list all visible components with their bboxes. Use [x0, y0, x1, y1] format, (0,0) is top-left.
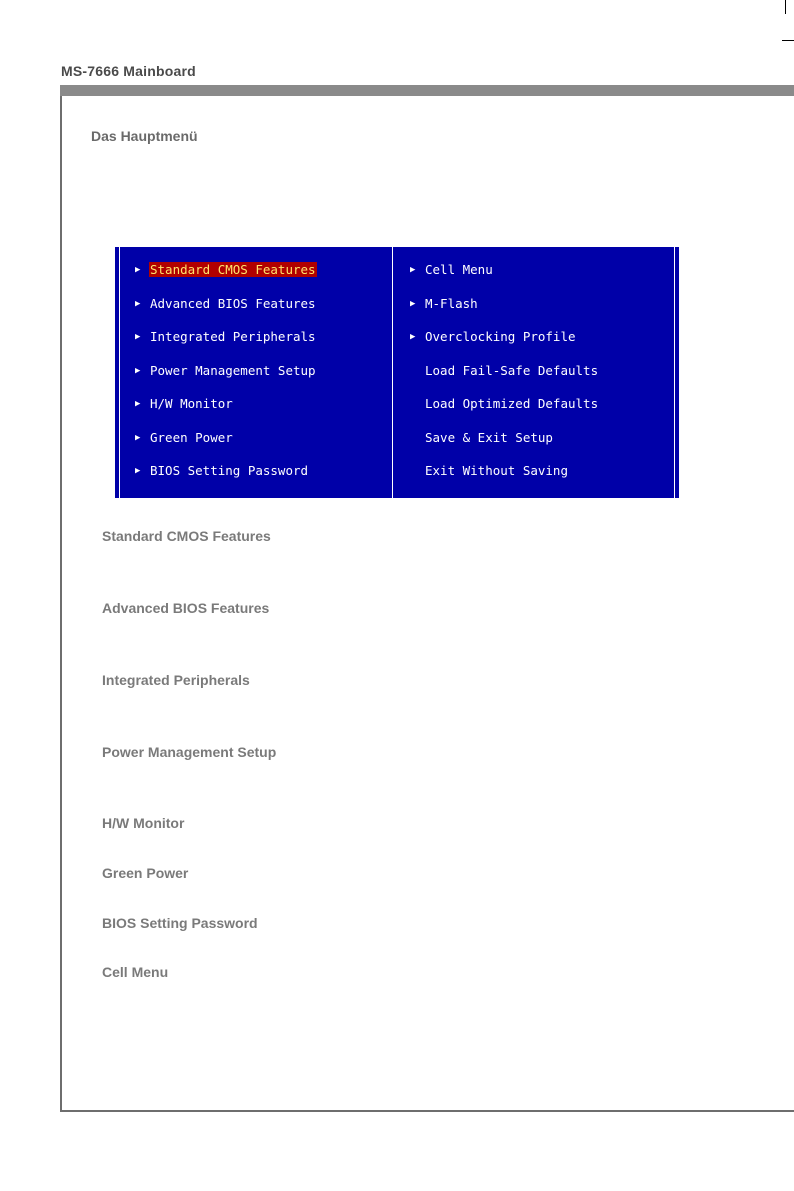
- bios-item-standard-cmos-features[interactable]: ▶ Standard CMOS Features: [135, 262, 316, 277]
- bios-frame-line-right: [674, 247, 675, 498]
- bios-item-m-flash[interactable]: ▶ M-Flash: [410, 296, 478, 311]
- bios-item-exit-without-saving[interactable]: Exit Without Saving: [425, 463, 568, 478]
- description-title-bios-setting-password: BIOS Setting Password: [102, 915, 258, 931]
- bios-item-integrated-peripherals[interactable]: ▶ Integrated Peripherals: [135, 329, 316, 344]
- bios-item-load-optimized-defaults[interactable]: Load Optimized Defaults: [425, 396, 599, 411]
- submenu-arrow-icon: ▶: [410, 299, 416, 309]
- bios-frame-line-left: [119, 247, 120, 498]
- submenu-arrow-icon: ▶: [135, 399, 141, 409]
- description-title-power-management-setup: Power Management Setup: [102, 744, 277, 760]
- crop-mark-top: [785, 0, 786, 14]
- bios-item-hw-monitor[interactable]: ▶ H/W Monitor: [135, 396, 233, 411]
- submenu-arrow-icon: ▶: [135, 466, 141, 476]
- description-title-hw-monitor: H/W Monitor: [102, 815, 185, 831]
- description-title-cell-menu: Cell Menu: [102, 964, 169, 980]
- bios-item-advanced-bios-features[interactable]: ▶ Advanced BIOS Features: [135, 296, 316, 311]
- bios-item-overclocking-profile[interactable]: ▶ Overclocking Profile: [410, 329, 576, 344]
- submenu-arrow-icon: ▶: [135, 299, 141, 309]
- bios-frame-line-middle: [392, 247, 393, 498]
- crop-mark-side: [782, 40, 794, 41]
- bios-item-save-exit-setup[interactable]: Save & Exit Setup: [425, 430, 553, 445]
- page-header-title: MS-7666 Mainboard: [61, 63, 196, 79]
- bios-item-cell-menu[interactable]: ▶ Cell Menu: [410, 262, 493, 277]
- section-title: Das Hauptmenü: [91, 128, 198, 144]
- description-title-advanced-bios-features: Advanced BIOS Features: [102, 600, 270, 616]
- description-title-integrated-peripherals: Integrated Peripherals: [102, 672, 250, 688]
- submenu-arrow-icon: ▶: [135, 265, 141, 275]
- submenu-arrow-icon: ▶: [135, 433, 141, 443]
- bios-item-load-fail-safe-defaults[interactable]: Load Fail-Safe Defaults: [425, 363, 599, 378]
- description-title-standard-cmos-features: Standard CMOS Features: [102, 528, 271, 544]
- page-frame: [60, 85, 794, 1112]
- bios-main-menu-screenshot: [115, 247, 679, 498]
- page-header-bar: [60, 85, 794, 96]
- submenu-arrow-icon: ▶: [410, 265, 416, 275]
- submenu-arrow-icon: ▶: [135, 366, 141, 376]
- description-title-green-power: Green Power: [102, 865, 189, 881]
- submenu-arrow-icon: ▶: [410, 332, 416, 342]
- bios-item-power-management-setup[interactable]: ▶ Power Management Setup: [135, 363, 316, 378]
- bios-item-bios-setting-password[interactable]: ▶ BIOS Setting Password: [135, 463, 309, 478]
- submenu-arrow-icon: ▶: [135, 332, 141, 342]
- bios-item-green-power[interactable]: ▶ Green Power: [135, 430, 233, 445]
